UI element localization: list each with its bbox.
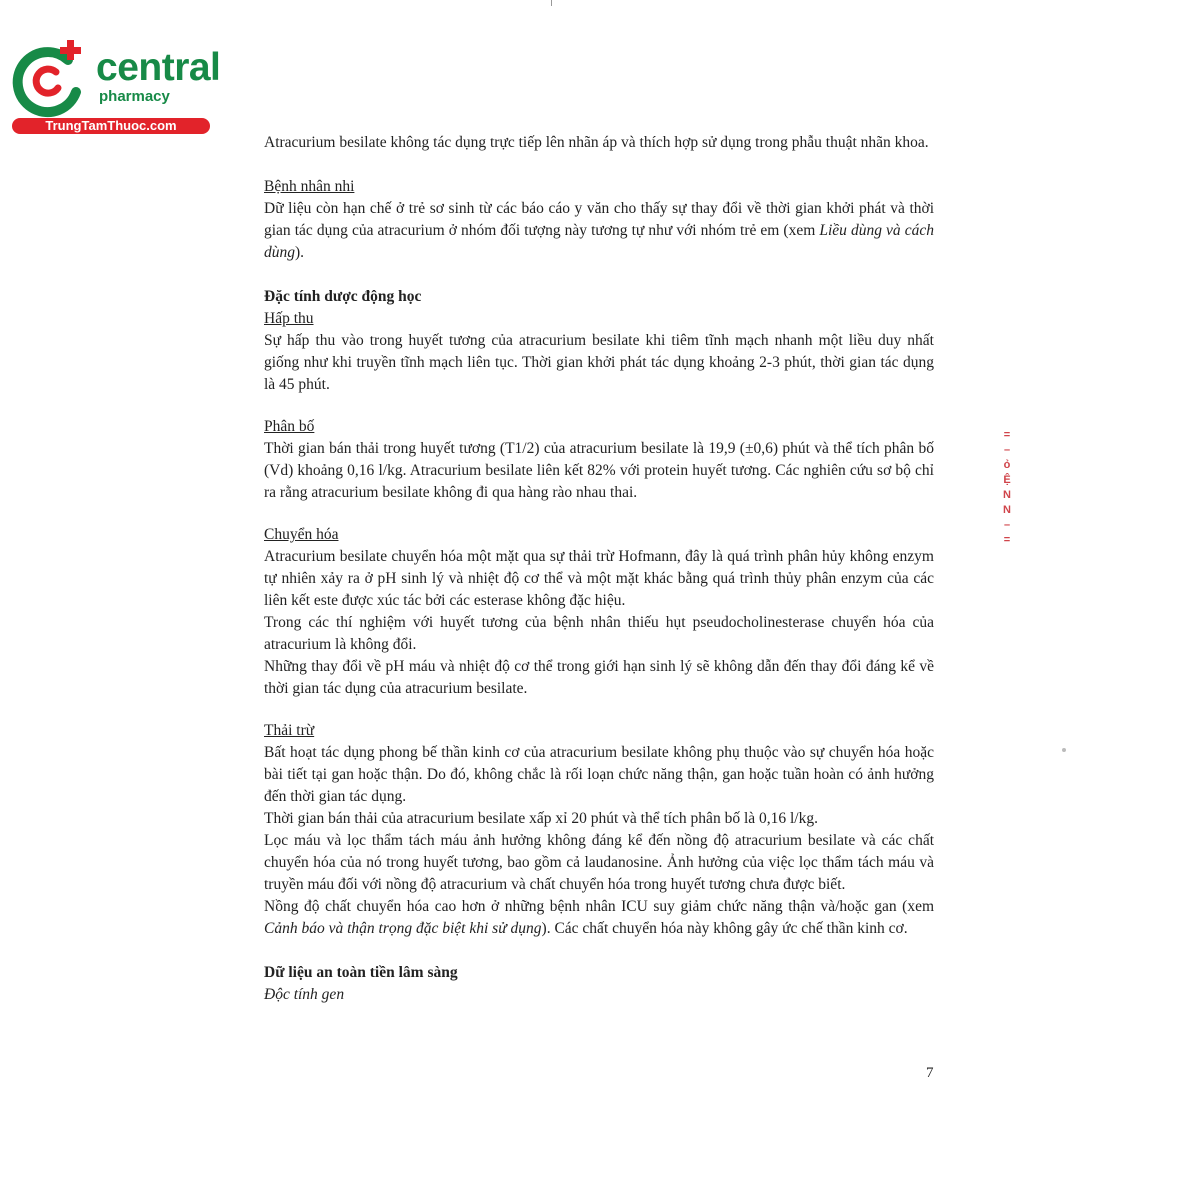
logo-website-banner: TrungTamThuoc.com	[12, 118, 210, 134]
scan-dot	[1062, 748, 1066, 752]
metabolism-paragraph-3: Những thay đổi về pH máu và nhiệt độ cơ thể trong giới hạn sinh lý sẽ không dẫn đến thay đổi đáng kể về thời gian tác dụng của atracurium besilate.	[264, 658, 934, 697]
elimination-text: Nồng độ chất chuyển hóa cao hơn ở những bệnh nhân ICU suy giảm chức năng thận và/hoặc gan (xem	[264, 898, 934, 915]
elimination-paragraph-1: Bất hoạt tác dụng phong bế thần kinh cơ của atracurium besilate không phụ thuộc vào sự chuyển hóa hoặc bài tiết tại gan hoặc thận. Do đó, không chắc là rối loạn chức năng thận, gan hoặc tuần hoàn có ảnh hưởng đến thời gian tác dụng.	[264, 744, 934, 805]
brand-logo	[10, 38, 220, 138]
genotoxicity-subheading: Độc tính gen	[264, 986, 345, 1003]
elimination-paragraph-2: Thời gian bán thải của atracurium besilate xấp xỉ 20 phút và thể tích phân bố là 0,16 l/kg.	[264, 810, 818, 827]
logo-tagline: pharmacy	[99, 88, 170, 105]
distribution-subheading: Phân bố	[264, 418, 315, 435]
red-margin-stamp: = – ỏ Ệ N N – =	[1003, 429, 1011, 546]
page-number: 7	[926, 1065, 934, 1081]
pharmacokinetics-heading: Đặc tính dược động học	[264, 288, 422, 305]
metabolism-paragraph-2: Trong các thí nghiệm với huyết tương của bệnh nhân thiếu hụt pseudocholinesterase chuyển hóa của atracurium là không đổi.	[264, 614, 934, 653]
scan-mark	[551, 0, 552, 6]
pediatric-reference: Liều dùng và cách dùng	[264, 222, 934, 261]
document-body	[264, 132, 934, 1006]
metabolism-subheading: Chuyển hóa	[264, 526, 339, 543]
elimination-text-end: ). Các chất chuyển hóa này không gây ức chế thần kinh cơ.	[541, 920, 908, 937]
elimination-subheading: Thải trừ	[264, 722, 315, 739]
intro-paragraph: Atracurium besilate không tác dụng trực tiếp lên nhãn áp và thích hợp sử dụng trong phẫu thuật nhãn khoa.	[264, 134, 929, 151]
absorption-subheading: Hấp thu	[264, 310, 314, 327]
elimination-reference: Cảnh báo và thận trọng đặc biệt khi sử dụng	[264, 920, 542, 937]
pediatric-paragraph	[264, 198, 934, 264]
logo-brand-name: central	[96, 46, 221, 89]
elimination-paragraph-4	[264, 896, 934, 940]
metabolism-paragraph-1: Atracurium besilate chuyển hóa một mặt qua sự thải trừ Hofmann, đây là quá trình phân hủy không enzym tự nhiên xảy ra ở pH sinh lý và nhiệt độ cơ thể và một mặt khác bằng quá trình thủy phân enzym của các liên kết este được xúc tác bởi các esterase không đặc hiệu.	[264, 548, 934, 609]
pharmacy-cross-icon	[10, 38, 90, 118]
distribution-paragraph: Thời gian bán thải trong huyết tương (T1/2) của atracurium besilate là 19,9 (±0,6) phút và thể tích phân bố (Vd) khoảng 0,16 l/kg. Atracurium besilate liên kết 82% với protein huyết tương. Các nghiên cứu sơ bộ chỉ ra rằng atracurium besilate không đi qua hàng rào nhau thai.	[264, 440, 934, 501]
pediatric-text: Dữ liệu còn hạn chế ở trẻ sơ sinh từ các báo cáo y văn cho thấy sự thay đổi về thời gian khởi phát và thời gian tác dụng của atracurium ở nhóm đối tượng này tương tự như với nhóm trẻ em (xem	[264, 200, 934, 239]
pediatric-subheading: Bệnh nhân nhi	[264, 178, 355, 195]
preclinical-heading: Dữ liệu an toàn tiền lâm sàng	[264, 964, 458, 981]
absorption-paragraph: Sự hấp thu vào trong huyết tương của atracurium besilate khi tiêm tĩnh mạch nhanh một liều duy nhất giống như khi truyền tĩnh mạch liên tục. Thời gian khởi phát tác dụng khoảng 2-3 phút, thời gian tác dụng là 45 phút.	[264, 332, 934, 393]
pediatric-text-end: ).	[295, 244, 305, 261]
elimination-paragraph-3: Lọc máu và lọc thẩm tách máu ảnh hưởng không đáng kể đến nồng độ atracurium besilate và các chất chuyển hóa của nó trong huyết tương, bao gồm cả laudanosine. Ảnh hưởng của việc lọc thẩm tách máu và truyền máu đối với nồng độ atracurium và chất chuyển hóa trong huyết tương chưa được biết.	[264, 832, 934, 893]
